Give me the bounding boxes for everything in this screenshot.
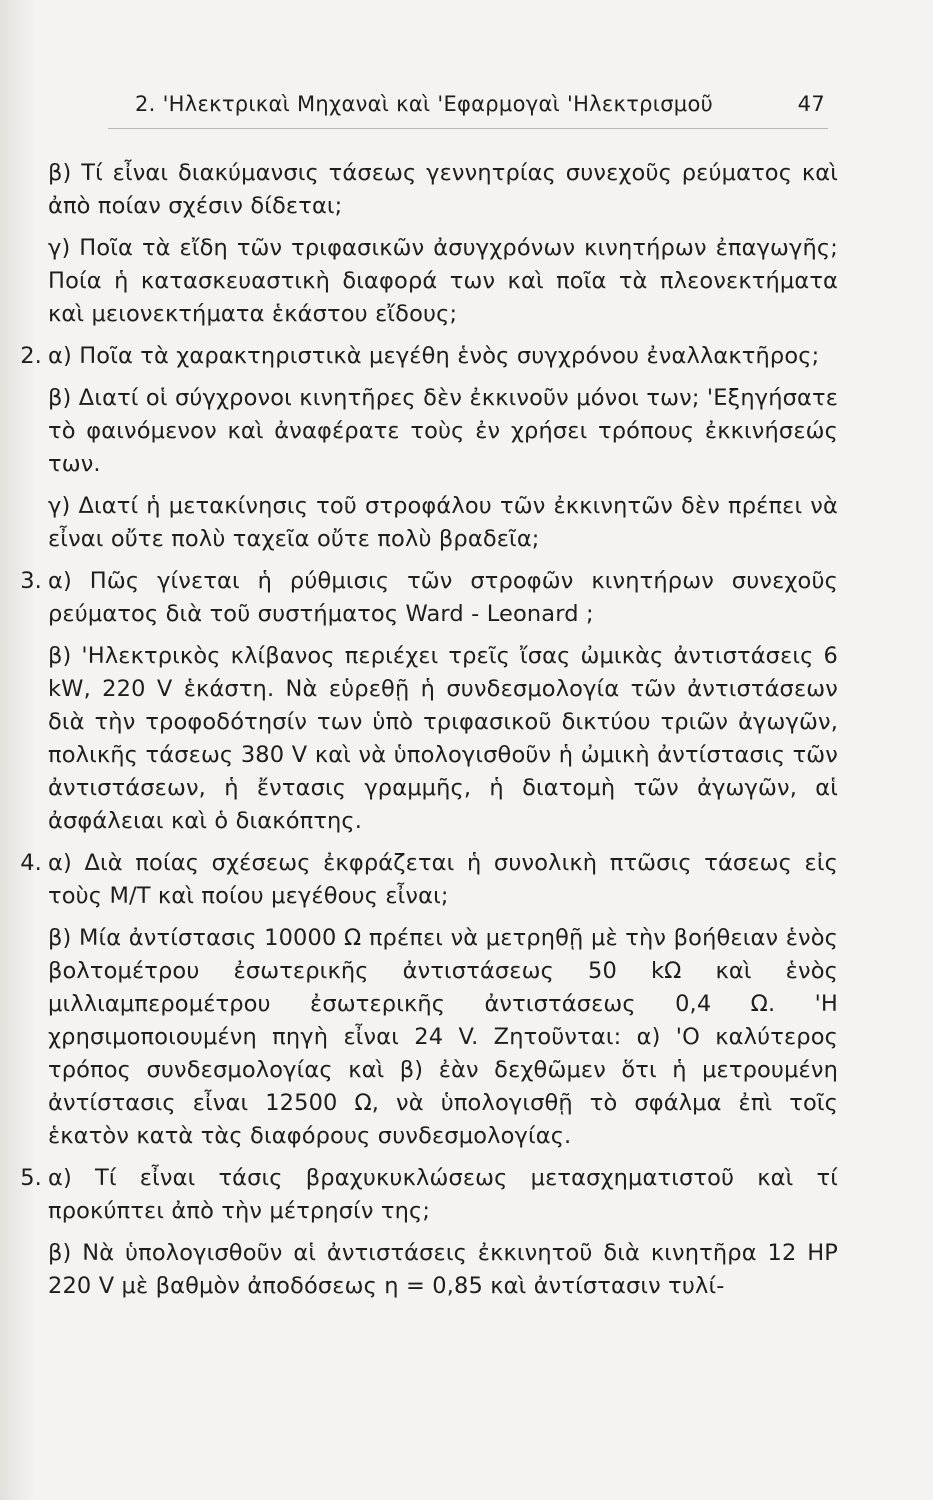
- question-number: 3.: [20, 568, 42, 594]
- question-part: β) Μία ἀντίστασις 10000 Ω πρέπει νὰ μετρηθῇ μὲ τὴν βοήθειαν ἑνὸς βολτομέτρου ἐσωτερικῆς ἀντιστάσεως 50 kΩ καὶ ἑνὸς μιλλιαμπερομέτρου ἐσωτερικῆς ἀντιστάσεως 0,4 Ω. 'Η χρησιμοποιουμένη πηγὴ εἶναι 24 V. Ζητοῦνται: α) 'Ο καλύτερος τρόπος συνδεσμολογίας καὶ β) ἐὰν δεχθῶμεν ὅτι ἡ μετρουμένη ἀντίστασις εἶναι 12500 Ω, νὰ ὑπολογισθῇ τὸ σφάλμα ἐπὶ τοῖς ἑκατὸν κατὰ τὰς διαφόρους συνδεσμολογίας.: [48, 925, 838, 1149]
- question-part: β) 'Ηλεκτρικὸς κλίβανος περιέχει τρεῖς ἴσας ὠμικὰς ἀντιστάσεις 6 kW, 220 V ἑκάστη. Νὰ εὑρεθῇ ἡ συνδεσμολογία τῶν ἀντιστάσεων διὰ τὴν τροφοδότησίν των ὑπὸ τριφασικοῦ δικτύου τριῶν ἀγωγῶν, πολικῆς τάσεως 380 V καὶ νὰ ὑπολογισθοῦν ἡ ὠμικὴ ἀντίστασις τῶν ἀντιστάσεων, ἡ ἔντασις γραμμῆς, ἡ διατομὴ τῶν ἀγωγῶν, αἱ ἀσφάλειαι καὶ ὁ διακόπτης.: [48, 643, 838, 834]
- question-1-continued: [48, 157, 838, 331]
- question-part: α) Τί εἶναι τάσις βραχυκυκλώσεως μετασχηματιστοῦ καὶ τί προκύπτει ἀπὸ τὴν μέτρησίν της;: [48, 1165, 838, 1224]
- question-5: [20, 1162, 838, 1303]
- question-number: 4.: [20, 850, 42, 876]
- question-part: β) Νὰ ὑπολογισθοῦν αἱ ἀντιστάσεις ἐκκινητοῦ διὰ κινητῆρα 12 HP 220 V μὲ βαθμὸν ἀποδόσεως η = 0,85 καὶ ἀντίστασιν τυλί-: [48, 1240, 838, 1299]
- question-number: 5.: [20, 1165, 42, 1191]
- question-4: [20, 847, 838, 1153]
- question-part: γ) Ποῖα τὰ εἴδη τῶν τριφασικῶν ἀσυγχρόνων κινητήρων ἐπαγωγῆς; Ποία ἡ κατασκευαστικὴ διαφορά των καὶ ποῖα τὰ πλεονεκτήματα καὶ μειονεκτήματα ἑκάστου εἴδους;: [48, 235, 838, 327]
- header-rule: [108, 128, 828, 129]
- question-part: α) Ποῖα τὰ χαρακτηριστικὰ μεγέθη ἑνὸς συγχρόνου ἐναλλακτῆρος;: [48, 343, 820, 369]
- page-edge-shadow: [0, 0, 36, 1500]
- chapter-title: 2. 'Ηλεκτρικαὶ Μηχαναὶ καὶ 'Εφαρμογαὶ 'Ηλεκτρισμοῦ: [135, 92, 714, 116]
- question-part: γ) Διατί ἡ μετακίνησις τοῦ στροφάλου τῶν ἐκκινητῶν δὲν πρέπει νὰ εἶναι οὔτε πολὺ ταχεῖα οὔτε πολὺ βραδεῖα;: [48, 493, 838, 552]
- question-number: 2.: [20, 343, 42, 369]
- page-number: 47: [797, 92, 825, 116]
- question-2: [20, 340, 838, 556]
- question-part: α) Διὰ ποίας σχέσεως ἐκφράζεται ἡ συνολικὴ πτῶσις τάσεως εἰς τοὺς Μ/Τ καὶ ποίου μεγέθους εἶναι;: [48, 850, 838, 909]
- question-part: β) Τί εἶναι διακύμανσις τάσεως γεννητρίας συνεχοῦς ρεύματος καὶ ἀπὸ ποίαν σχέσιν δίδεται;: [48, 160, 838, 219]
- question-part: α) Πῶς γίνεται ἡ ρύθμισις τῶν στροφῶν κινητήρων συνεχοῦς ρεύματος διὰ τοῦ συστήματος Ward - Leonard ;: [48, 568, 838, 627]
- question-3: [20, 565, 838, 838]
- question-part: β) Διατί οἱ σύγχρονοι κινητῆρες δὲν ἐκκινοῦν μόνοι των; 'Εξηγήσατε τὸ φαινόμενον καὶ ἀναφέρατε τοὺς ἐν χρήσει τρόπους ἐκκινήσεώς των.: [48, 385, 838, 477]
- question-list: [20, 157, 838, 1312]
